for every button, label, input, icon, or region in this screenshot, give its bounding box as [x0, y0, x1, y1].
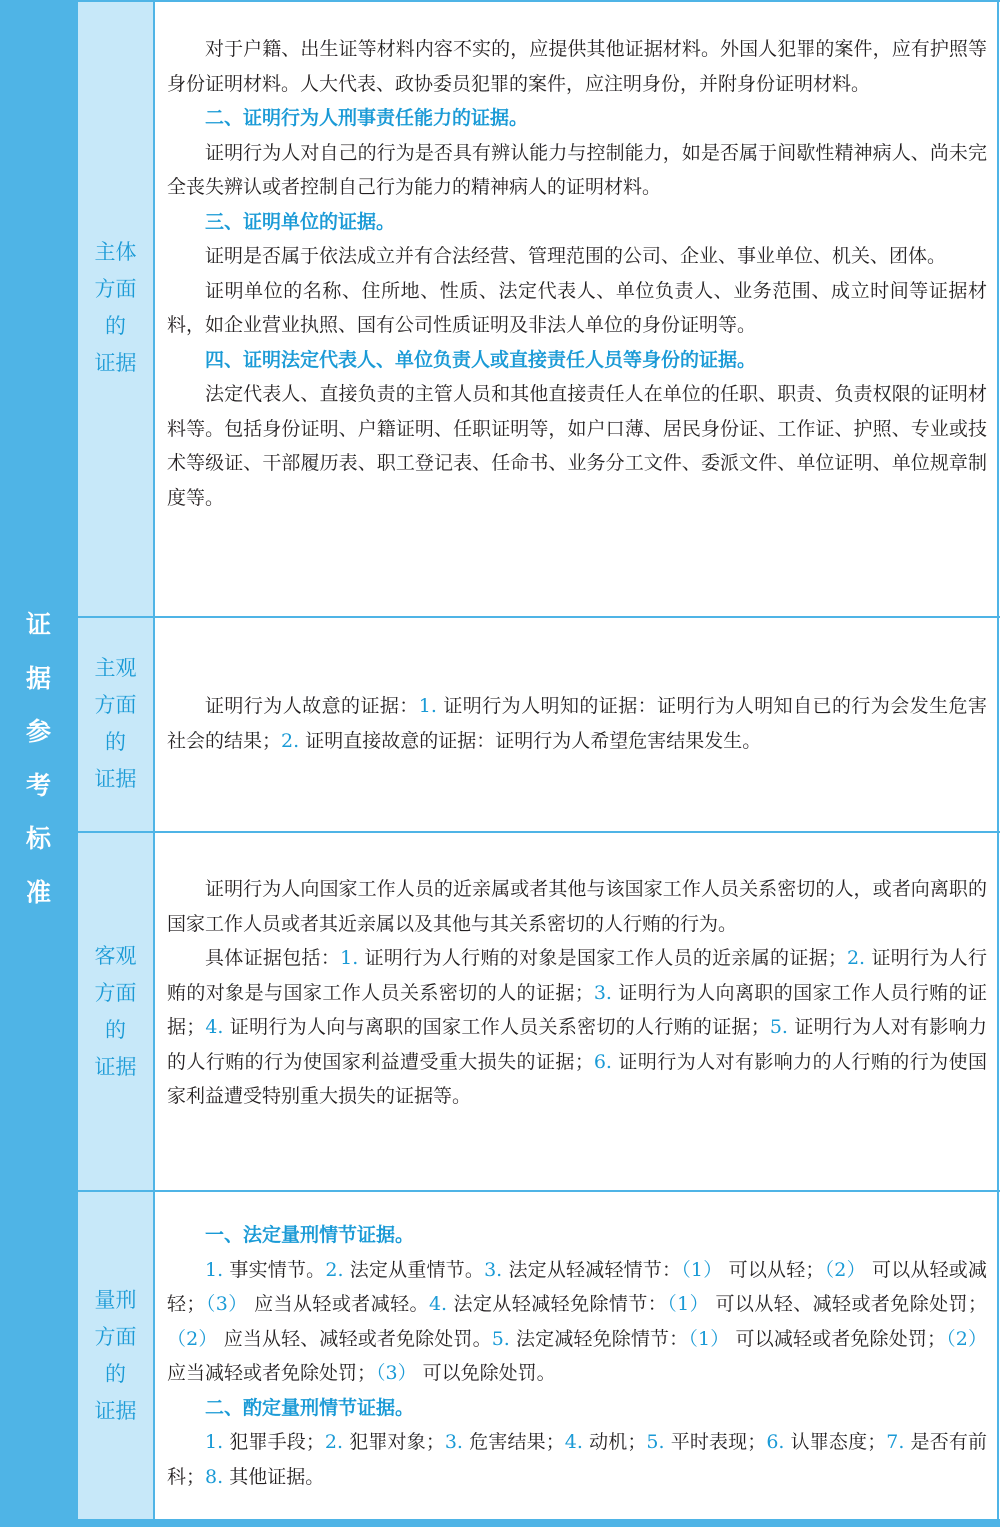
section-label-line: 方面 [94, 277, 137, 301]
section-content-subject [167, 32, 987, 515]
side-title-char: 标 [25, 824, 51, 853]
paragraph: 对于户籍、出生证等材料内容不实的，应提供其他证据材料。外国人犯罪的案件，应有护照等身份证明材料。人大代表、政协委员犯罪的案件，应注明身份，并附身份证明材料。 [167, 38, 987, 95]
paragraph-heading: 一、法定量刑情节证据。 [205, 1224, 415, 1246]
item-number: 5. [491, 1327, 510, 1350]
item-number: 6. [593, 1050, 612, 1073]
item-number: 3. [593, 981, 612, 1004]
section-content-objective [167, 872, 987, 1114]
section-label-line: 方面 [94, 981, 137, 1005]
item-number: （1） [681, 1258, 723, 1281]
item-number: 1. [205, 1258, 224, 1281]
item-number: 2. [281, 729, 300, 752]
section-label-line: 量刑 [94, 1288, 137, 1312]
item-number: 2. [846, 947, 866, 969]
section-label-line: 的 [105, 730, 126, 754]
top-border [77, 0, 1000, 2]
section-label-objective [77, 938, 154, 1086]
paragraph: 证明是否属于依法成立并有合法经营、管理范围的公司、企业、事业单位、机关、团体。 [205, 245, 947, 267]
paragraph-heading: 四、证明法定代表人、单位负责人或直接责任人员等身份的证据。 [205, 348, 757, 371]
item-number: 1. [205, 1431, 224, 1453]
item-number: （3） [376, 1362, 417, 1384]
paragraph: 1. 犯罪手段；2. 犯罪对象；3. 危害结果；4. 动机；5. 平时表现；6. 认罪态度；7. 是否有前科；8. 其他证据。 [167, 1431, 988, 1488]
section-label-line: 方面 [94, 1325, 137, 1349]
paragraph: 证明单位的名称、住所地、性质、法定代表人、单位负责人、业务范围、成立时间等证据材料，如企业营业执照、国有公司性质证明及非法人单位的身份证明等。 [167, 279, 987, 336]
row-divider [77, 831, 1000, 833]
item-number: 1. [418, 695, 437, 717]
section-label-subject [77, 234, 154, 382]
side-title [0, 598, 77, 919]
item-number: 4. [428, 1293, 448, 1315]
item-number: （2） [946, 1327, 988, 1350]
item-number: 1. [340, 947, 359, 969]
section-label-line: 方面 [94, 693, 137, 717]
item-number: 2. [325, 1258, 344, 1281]
item-number: 8. [205, 1465, 224, 1488]
item-number: 5. [769, 1016, 788, 1038]
item-number: 4. [205, 1016, 224, 1038]
item-number: （2） [824, 1258, 866, 1281]
section-label-line: 证据 [94, 767, 137, 791]
item-number: （2） [167, 1327, 218, 1350]
section-content-sentencing [167, 1218, 987, 1494]
item-number: （1） [667, 1293, 710, 1315]
section-label-line: 客观 [94, 944, 137, 968]
bottom-border [0, 1519, 1000, 1527]
side-title-char: 参 [25, 717, 51, 746]
section-label-line: 证据 [94, 1055, 137, 1079]
paragraph: 1. 事实情节。2. 法定从重情节。3. 法定从轻减轻情节：（1） 可以从轻；（2） 可以从轻或减轻；（3） 应当从轻或者减轻。4. 法定从轻减轻免除情节：（1） 可以从轻、减轻或者免除处罚；（2） 应当从轻、减轻或者免除处罚。5. 法定减轻免除情节：（1） 可以减轻或者免除处罚；（2） 应当减轻或者免除处罚；（3） 可以免除处罚。 [167, 1258, 988, 1384]
side-title-char: 准 [25, 877, 51, 907]
paragraph-heading: 三、证明单位的证据。 [205, 210, 396, 233]
section-label-line: 证据 [94, 1399, 137, 1423]
item-number: 7. [886, 1431, 905, 1453]
side-title-char: 据 [25, 663, 51, 693]
paragraph: 法定代表人、直接负责的主管人员和其他直接责任人在单位的任职、职责、负责权限的证明材料等。包括身份证明、户籍证明、任职证明等，如户口薄、居民身份证、工作证、护照、专业或技术等级证、干部履历表、职工登记表、任命书、业务分工文件、委派文件、单位证明、单位规章制度等。 [167, 383, 987, 509]
side-title-char: 考 [25, 770, 51, 800]
section-label-line: 证据 [94, 351, 137, 375]
item-number: （1） [688, 1327, 730, 1350]
paragraph: 具体证据包括：1. 证明行为人行贿的对象是国家工作人员的近亲属的证据；2. 证明行为人行贿的对象是与国家工作人员关系密切的人的证据；3. 证明行为人向离职的国家工作人员行贿的证据；4. 证明行为人向与离职的国家工作人员关系密切的人行贿的证据；5. 证明行为人对有影响力的人行贿的行为使国家利益遭受重大损失的证据；6. 证明行为人对有影响力的人行贿的行为使国家利益遭受特别重大损失的证据等。 [167, 947, 988, 1107]
section-label-line: 主体 [94, 240, 137, 264]
paragraph: 证明行为人向国家工作人员的近亲属或者其他与该国家工作人员关系密切的人，或者向离职的国家工作人员或者其近亲属以及其他与其关系密切的人行贿的行为。 [167, 878, 987, 935]
item-number: 4. [564, 1431, 583, 1453]
right-border [997, 0, 999, 1527]
paragraph: 证明行为人对自己的行为是否具有辨认能力与控制能力，如是否属于间歇性精神病人、尚未完全丧失辨认或者控制自己行为能力的精神病人的证明材料。 [167, 141, 987, 198]
section-label-line: 主观 [94, 656, 137, 680]
paragraph-heading: 二、酌定量刑情节证据。 [205, 1396, 415, 1419]
section-label-subjective [77, 650, 154, 798]
item-number: 3. [484, 1258, 503, 1281]
section-label-sentencing [77, 1282, 154, 1430]
side-title-char: 证 [25, 610, 51, 639]
section-label-line: 的 [105, 1362, 126, 1386]
item-number: 3. [444, 1431, 463, 1453]
section-label-line: 的 [105, 1018, 126, 1042]
row-divider [77, 1190, 1000, 1192]
item-number: 6. [766, 1431, 785, 1453]
item-number: 5. [646, 1431, 665, 1453]
paragraph: 证明行为人故意的证据：1. 证明行为人明知的证据：证明行为人明知自已的行为会发生危害社会的结果；2. 证明直接故意的证据：证明行为人希望危害结果发生。 [167, 695, 987, 752]
paragraph-heading: 二、证明行为人刑事责任能力的证据。 [205, 107, 529, 129]
row-divider [77, 616, 1000, 618]
item-number: （3） [205, 1293, 248, 1315]
item-number: 2. [324, 1431, 344, 1453]
section-label-line: 的 [105, 314, 126, 338]
section-content-subjective [167, 689, 987, 758]
